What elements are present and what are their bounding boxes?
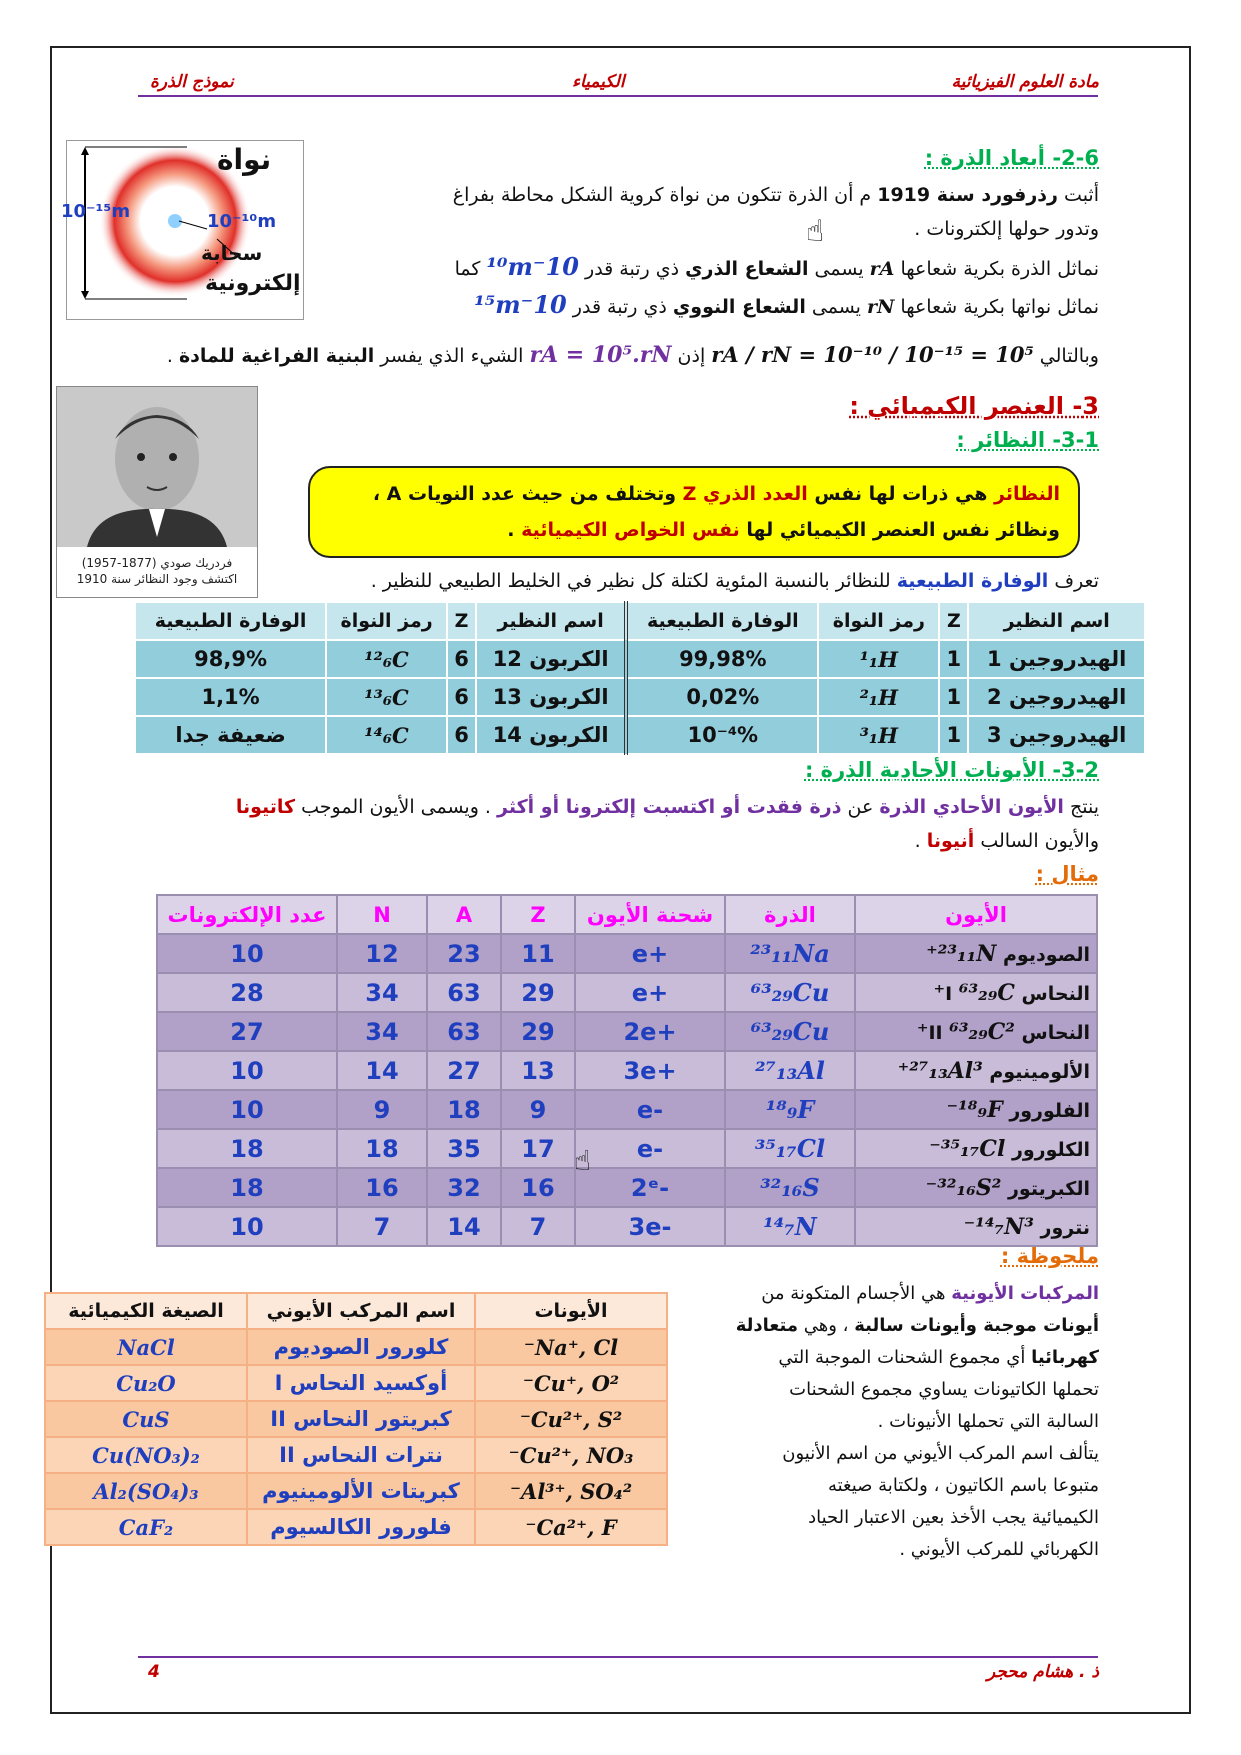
dims-line-2: وتدور حولها إلكترونات . [914,218,1099,240]
table-row: النحاس II ⁶³₂₉C²⁺ ⁶³₂₉Cu +2e 29 63 34 27 [157,1012,1097,1051]
table-row: نترور ¹⁴₇N³⁻ ¹⁴₇N -3e 7 14 7 10 [157,1207,1097,1246]
table-row: Cu⁺, O²⁻ أوكسيد النحاس I Cu₂O [45,1365,667,1401]
table-row: Al³⁺, SO₄²⁻ كبريتات الألومينيوم Al₂(SO₄)₃ [45,1473,667,1509]
isotope-table-header: اسم النظير Z رمز النواة الوفارة الطبيعية اسم النظير Z رمز النواة الوفارة الطبيعية [135,602,1145,640]
radius-equation: rA = 10⁵.rN [529,342,672,368]
section-element-title: 3- العنصر الكيميائي : [849,392,1099,420]
nucleus-size-label: 10⁻¹⁰m [207,211,277,232]
dims-line-5: وبالتالي rA / rN = 10⁻¹⁰ / 10⁻¹⁵ = 10⁵ إذن rA = 10⁵.rN الشيء الذي يفسر البنية الفراغية للمادة . [166,342,1099,368]
photo-caption-1: فردريك صودي (1877-1957) [81,556,233,570]
cloud-label-2: إلكترونية [205,271,301,296]
table-row: Ca²⁺, F⁻ فلورور الكالسيوم CaF₂ [45,1509,667,1545]
footer-author: ذ . هشام محجر [986,1662,1099,1682]
atom-figure [61,140,304,320]
table-row: Cu²⁺, NO₃⁻ نترات النحاس II Cu(NO₃)₂ [45,1437,667,1473]
section-dims-title: 2-6- أبعاد الذرة : [924,146,1099,170]
table-row: الكبريتور ³²₁₆S²⁻ ³²₁₆S -2ᵉ 16 32 16 18 [157,1168,1097,1207]
hand-cursor-icon: ☝ [806,214,825,249]
compound-table [44,1292,668,1546]
header-rule [138,95,1098,97]
ratio-equation: rA / rN = 10⁻¹⁰ / 10⁻¹⁵ = 10⁵ [711,342,1034,367]
page-number: 4 [148,1662,160,1682]
ion-table-header: الأيون الذرة شحنة الأيون Z A N عدد الإلكترونات [157,895,1097,934]
isotope-definition-callout: النظائر هي ذرات لها نفس العدد الذري Z وتختلف من حيث عدد النويات A ، ونظائر نفس العنصر الكيميائي لها نفس الخواص الكيميائية . [308,466,1080,558]
note-title: ملحوظة : [1000,1244,1099,1268]
portrait-image [57,387,257,547]
ion-table [156,894,1098,1247]
hand-cursor-icon: ☝ [574,1144,592,1177]
header-subject: مادة العلوم الفيزيائية [951,72,1099,92]
isotope-table [134,601,1146,755]
atom-size-label: 10⁻¹⁵m [61,201,131,222]
table-row: Na⁺, Cl⁻ كلورور الصوديوم NaCl [45,1329,667,1365]
table-row: الهيدروجين 2 1 ²₁H 0,02% الكربون 13 6 ¹³₆C 1,1% [135,678,1145,716]
nucleus-label: نواة [217,143,272,176]
ions-line-2: والأيون السالب أنيونا . [914,830,1099,852]
table-row: النحاس I ⁶³₂₉C⁺ ⁶³₂₉Cu +e 29 63 34 28 [157,973,1097,1012]
note-text: المركبات الأيونية هي الأجسام المتكونة من أيونات موجبة وأيونات سالبة ، وهي متعادلة كهربائيا أي مجموع الشحنات الموجبة التي تحملها الكاتيونات يساوي مجموع الشحنات السالبة التي تحملها الأنيونات . يتألف اسم المركب الأيوني من اسم الأنيون متبوعا باسم الكاتيون ، ولكتابة صيغته الكيميائية يجب الأخذ بعين الاعتبار الحياد الكهربائي للمركب الأيوني . [735,1283,1099,1560]
soddy-photo [56,386,258,598]
table-row: Cu²⁺, S²⁻ كبريتور النحاس II CuS [45,1401,667,1437]
dims-line-3: نماثل الذرة بكرية شعاعها rA يسمى الشعاع الذري ذي رتبة قدر 10⁻¹⁰m كما [454,252,1099,281]
photo-caption-2: اكتشف وجود النظائر سنة 1910 [76,572,238,586]
abundance-definition: تعرف الوفارة الطبيعية للنظائر بالنسبة المئوية لكتلة كل نظير في الخليط الطبيعي للنظير . [370,570,1099,592]
section-ions-title: 3-2- الأيونات الأحادية الذرة : [804,758,1099,782]
header-topic: نموذج الذرة [150,72,234,92]
header-course: الكيمياء [572,72,625,92]
footer-rule [138,1656,1098,1658]
ions-line-1: ينتج الأيون الأحادي الذرة عن ذرة فقدت أو اكتسبت إلكترونا أو أكثر . ويسمى الأيون الموجب كاتيونا [235,796,1099,818]
compound-table-header: الأيونات اسم المركب الأيوني الصيغة الكيميائية [45,1293,667,1329]
dims-line-1: أثبت رذرفورد سنة 1919 م أن الذرة تتكون من نواة كروية الشكل محاطة بفراغ [452,184,1099,206]
example-label: مثال : [1035,862,1099,886]
table-row: الكلورور ³⁵₁₇Cl⁻ ³⁵₁₇Cl -e 17 35 18 18 [157,1129,1097,1168]
table-row: الهيدروجين 3 1 ³₁H 10⁻⁴% الكربون 14 6 ¹⁴₆C ضعيفة جدا [135,716,1145,754]
dims-line-4: نماثل نواتها بكرية شعاعها rN يسمى الشعاع النووي ذي رتبة قدر 10⁻¹⁵m [474,290,1099,319]
cloud-label-1: سحابة [201,241,263,265]
table-row: الفلورور ¹⁸₉F⁻ ¹⁸₉F -e 9 18 9 10 [157,1090,1097,1129]
section-isotopes-title: 3-1- النظائر : [956,428,1099,452]
table-row: الصوديوم ²³₁₁N⁺ ²³₁₁Na +e 11 23 12 10 [157,934,1097,973]
table-row: الهيدروجين 1 1 ¹₁H 99,98% الكربون 12 6 ¹²₆C 98,9% [135,640,1145,678]
table-row: الألومينيوم ²⁷₁₃Al³⁺ ²⁷₁₃Al +3e 13 27 14 10 [157,1051,1097,1090]
